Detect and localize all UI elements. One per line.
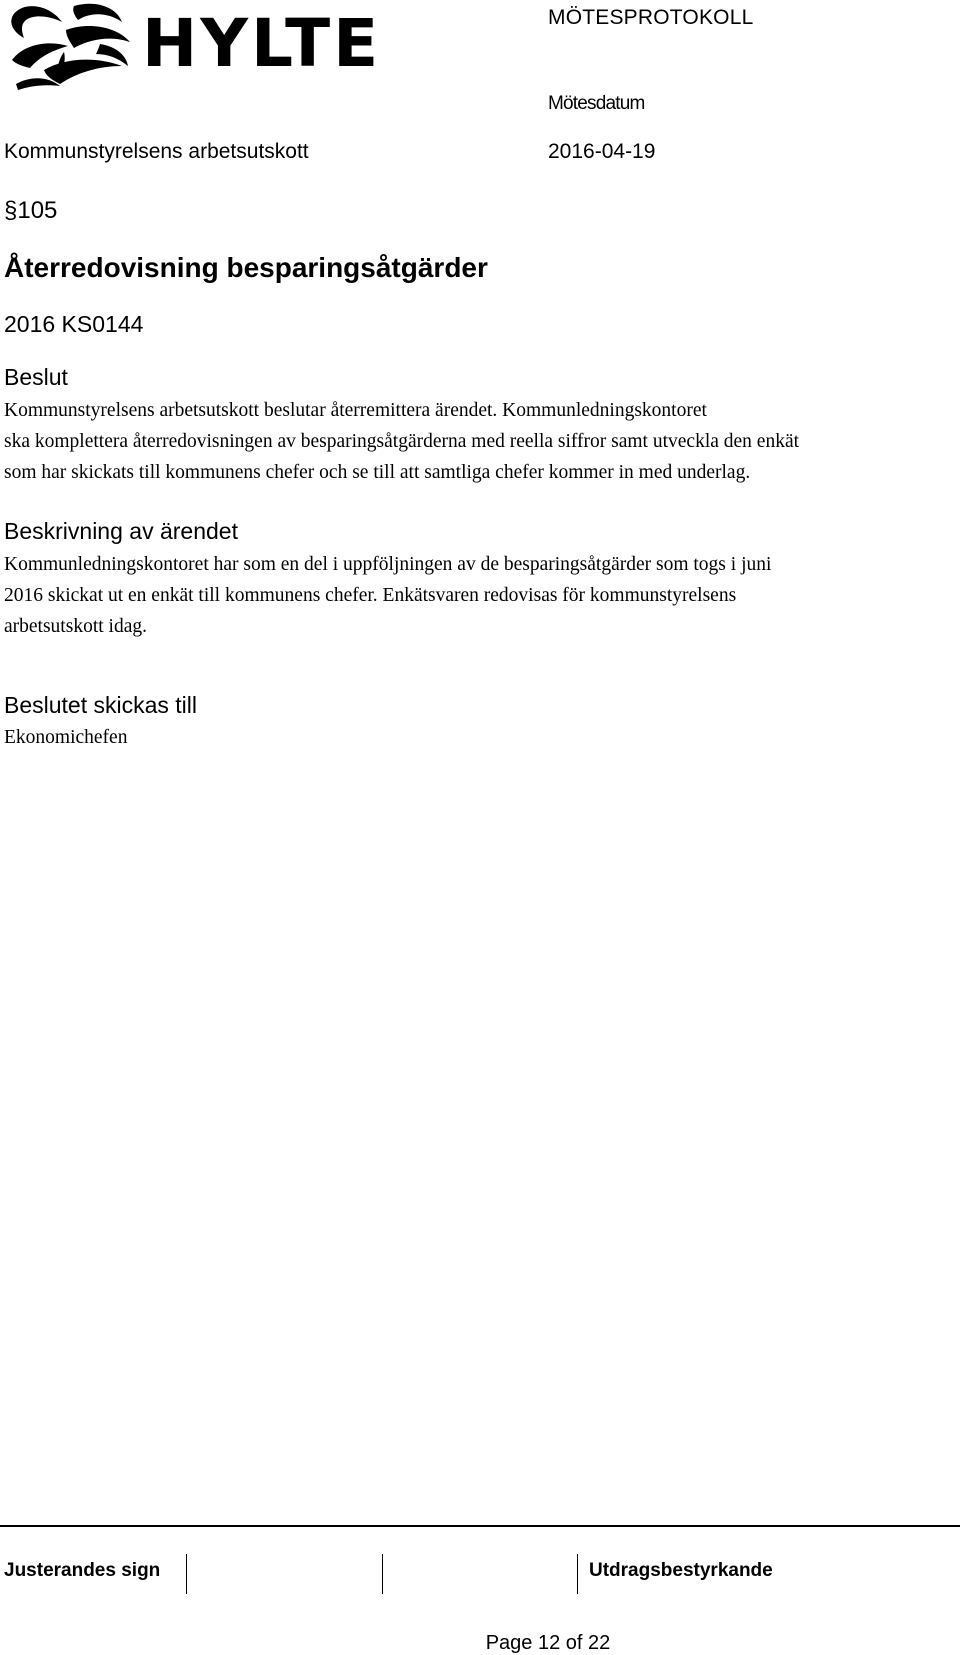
logo-wordmark: HYLTE: [142, 5, 382, 82]
sent-to-heading: Beslutet skickas till: [4, 692, 198, 718]
description-text: [4, 549, 954, 642]
decision-line: som har skickats till kommunens chefer och se till att samtliga chefer kommer in med underlag.: [4, 462, 751, 483]
page-number: Page 12 of 22: [485, 1632, 611, 1654]
document-type: MÖTESPROTOKOLL: [548, 6, 754, 29]
signature-field-divider: [186, 1554, 187, 1594]
hylte-logo: [4, 0, 382, 92]
decision-line: Kommunstyrelsens arbetsutskott beslutar återremittera ärendet. Kommunledningskontoret: [4, 400, 707, 421]
paragraph-number: §105: [4, 197, 58, 224]
adjuster-sign-label: Justerandes sign: [4, 1560, 161, 1581]
hylte-emblem-icon: [4, 0, 142, 92]
sent-to-recipient: Ekonomichefen: [4, 727, 128, 748]
description-line: arbetsutskott idag.: [4, 616, 147, 637]
meeting-date: 2016-04-19: [548, 140, 656, 163]
description-line: Kommunledningskontoret har som en del i uppföljningen av de besparingsåtgärder som togs i juni: [4, 554, 772, 575]
footer-divider: [0, 1525, 960, 1527]
case-number: 2016 KS0144: [4, 311, 144, 337]
decision-heading: Beslut: [4, 364, 68, 390]
committee-name: Kommunstyrelsens arbetsutskott: [4, 140, 309, 163]
decision-line: ska komplettera återredovisningen av besparingsåtgärderna med reella siffror samt utveckla den enkät: [4, 431, 800, 452]
decision-text: [4, 395, 954, 488]
page-title: Återredovisning besparingsåtgärder: [4, 252, 488, 283]
signature-field-divider: [577, 1554, 578, 1594]
meeting-date-label: Mötesdatum: [548, 93, 645, 114]
extract-certifier-label: Utdragsbestyrkande: [589, 1560, 773, 1581]
description-line: 2016 skickat ut en enkät till kommunens chefer. Enkätsvaren redovisas för kommunstyrelsens: [4, 585, 737, 606]
signature-field-divider: [382, 1554, 383, 1594]
description-heading: Beskrivning av ärendet: [4, 518, 238, 544]
